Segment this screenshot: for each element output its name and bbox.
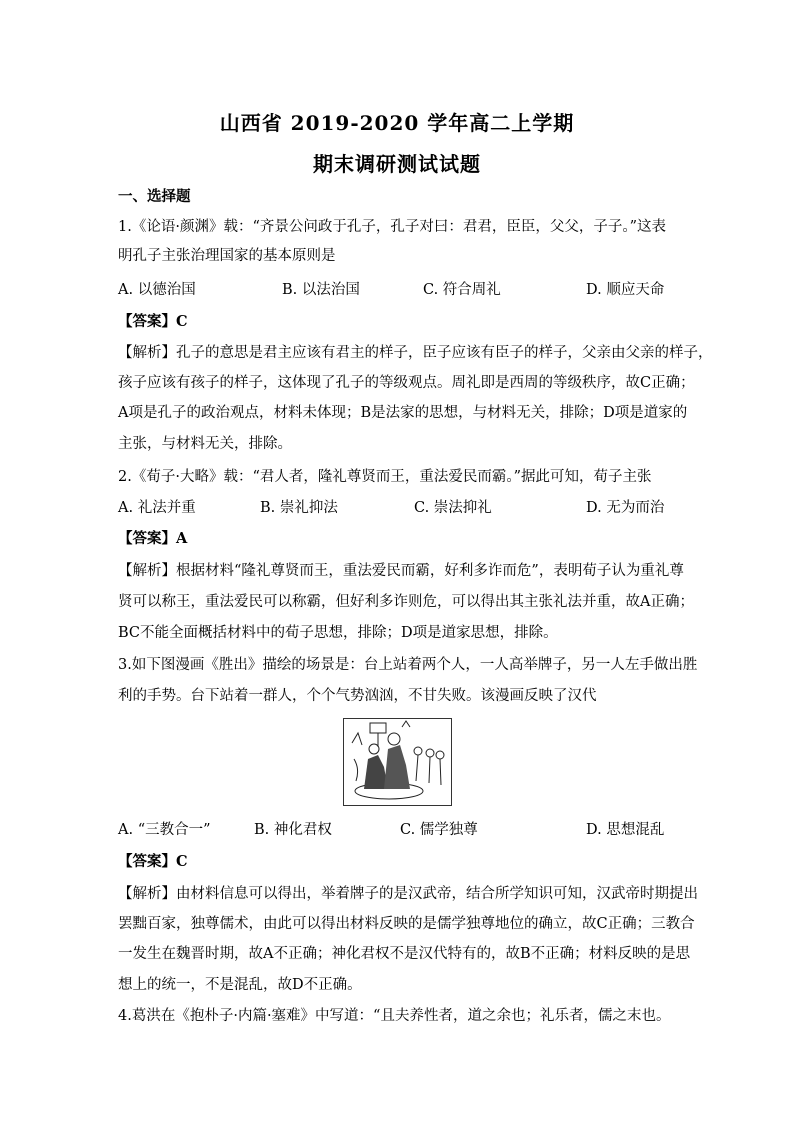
q3-stem-line1: 3.如下图漫画《胜出》描绘的场景是：台上站着两个人，一人高举牌子，另一人左手做出胜: [118, 657, 698, 673]
q2-option-d: D. 无为而治: [586, 500, 665, 516]
q3-analysis-line4: 想上的统一，不是混乱，故D不正确。: [118, 977, 362, 993]
q1-stem-line1: 1.《论语·颜渊》载：“齐景公问政于孔子，孔子对曰：君君，臣臣，父父，子子。”这表: [118, 219, 667, 235]
q3-analysis-line3: 一发生在魏晋时期，故A不正确；神化君权不是汉代特有的，故B不正确；材料反映的是思: [118, 946, 691, 962]
q3-option-a: A. “三教合一”: [118, 822, 211, 838]
q1-option-a: A. 以德治国: [118, 282, 196, 298]
q3-analysis-line2: 罢黜百家，独尊儒术，由此可以得出材料反映的是儒学独尊地位的确立，故C正确；三教合: [118, 916, 695, 932]
q1-analysis-line4: 主张，与材料无关，排除。: [118, 436, 292, 452]
cartoon-drawing: [344, 719, 451, 805]
q1-analysis-line3: A项是孔子的政治观点，材料未体现；B是法家的思想，与材料无关，排除；D项是道家的: [118, 405, 688, 421]
q2-analysis-line3: BC不能全面概括材料中的荀子思想，排除；D项是道家思想，排除。: [118, 625, 558, 641]
q3-analysis-line1: 【解析】由材料信息可以得出，举着牌子的是汉武帝，结合所学知识可知，汉武帝时期提出: [118, 886, 698, 902]
q1-answer: 【答案】C: [118, 313, 188, 330]
q2-answer: 【答案】A: [118, 530, 188, 547]
q2-option-a: A. 礼法并重: [118, 500, 196, 516]
q2-analysis-line2: 贤可以称王，重法爱民可以称霸，但好利多诈则危，可以得出其主张礼法并重，故A正确；: [118, 594, 694, 610]
q3-option-c: C. 儒学独尊: [400, 822, 478, 838]
q3-option-b: B. 神化君权: [254, 822, 332, 838]
q1-option-b: B. 以法治国: [282, 282, 360, 298]
section-heading: 一、选择题: [118, 188, 191, 205]
q1-analysis-line1: 【解析】孔子的意思是君主应该有君主的样子，臣子应该有臣子的样子，父亲由父亲的样子，: [118, 345, 713, 361]
q1-option-c: C. 符合周礼: [423, 282, 501, 298]
q3-stem-line2: 利的手势。台下站着一群人，个个气势汹汹，不甘失败。该漫画反映了汉代: [118, 688, 597, 704]
q2-option-b: B. 崇礼抑法: [260, 500, 338, 516]
q1-analysis-line2: 孩子应该有孩子的样子，这体现了孔子的等级观点。周礼即是西周的等级秩序，故C正确；: [118, 375, 695, 391]
q2-stem-line1: 2.《荀子·大略》载：“君人者，隆礼尊贤而王，重法爱民而霸。”据此可知，荀子主张: [118, 469, 652, 485]
document-title-line2: 期末调研测试试题: [313, 152, 481, 176]
q2-analysis-line1: 【解析】根据材料“隆礼尊贤而王，重法爱民而霸，好利多诈而危”，表明荀子认为重礼尊: [118, 563, 684, 579]
q3-option-d: D. 思想混乱: [586, 822, 665, 838]
q2-option-c: C. 崇法抑礼: [414, 500, 492, 516]
q1-stem-line2: 明孔子主张治理国家的基本原则是: [118, 248, 336, 264]
q3-answer: 【答案】C: [118, 853, 188, 870]
q4-stem-line1: 4.葛洪在《抱朴子·内篇·塞难》中写道：“且夫养性者，道之余也；礼乐者，儒之末也。: [118, 1008, 671, 1024]
cartoon-illustration: [343, 718, 452, 806]
q1-option-d: D. 顺应天命: [586, 282, 665, 298]
document-title-line1: 山西省 2019-2020 学年高二上学期: [219, 111, 575, 135]
